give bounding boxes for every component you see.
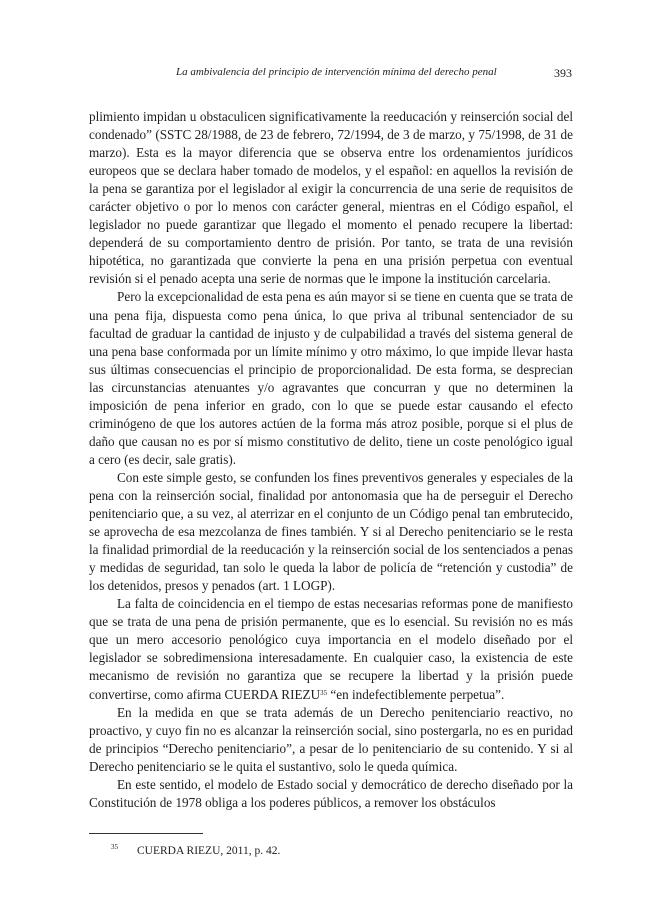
page-number: 393 bbox=[554, 66, 572, 80]
page-header bbox=[0, 66, 650, 84]
paragraph-text: “en indefectiblemente perpetua”. bbox=[327, 686, 505, 702]
footnote-number: 35 bbox=[111, 843, 118, 851]
footnote-reference[interactable]: 35 bbox=[320, 688, 328, 697]
paragraph: plimiento impidan u obstaculicen significativamente la reeducación y reinserción social del condenado” (SSTC 28/1988, de 23 de febrero, 72/1994, de 3 de marzo, y 75/1998, de 31 de marzo). Esta es la mayor diferencia que se observa entre los ordenamientos jurídicos europeos que se declara haber tomado de modelos, y el español: en aquellos la revisión de la pena se garantiza por el legislador al exigir la concurrencia de una serie de requisitos de carácter objetivo o por lo menos con carácter general, mientras en el Código español, el legislador no puede garantizar que llegado el momento el penado recupere la libertad: dependerá de su comportamiento dentro de prisión. Por tanto, se trata de una revisión hipotética, no garantizada que convierte la pena en una prisión perpetua con eventual revisión si el penado acepta una serie de normas que le impone la institución carcelaria. bbox=[89, 109, 573, 287]
footnote-text: CUERDA RIEZU, 2011, p. 42. bbox=[137, 845, 281, 857]
running-title: La ambivalencia del principio de intervención mínima del derecho penal bbox=[176, 66, 497, 78]
footnote-divider bbox=[89, 833, 203, 834]
paragraph: Pero la excepcionalidad de esta pena es aún mayor si se tiene en cuenta que se trata de una pena fija, dispuesta como pena única, lo que priva al tribunal sentenciador de su facultad de graduar la cantidad de injusto y de culpabilidad a través del sistema general de una pena base conformada por un límite mínimo y otro máximo, lo que impide llevar hasta sus últimas consecuencias el principio de proporcionalidad. De esta forma, se desprecian las circunstancias atenuantes y/o agravantes que concurran y que no determinen la imposición de pena inferior en grado, con lo que se puede estar causando el efecto criminógeno de que los autores actúen de la forma más atroz posible, porque si el plus de daño que causan no es por sí mismo constitutivo de delito, tiene un coste penológico igual a cero (es decir, sale gratis). bbox=[89, 289, 573, 467]
paragraph: En este sentido, el modelo de Estado social y democrático de derecho diseñado por la Constitución de 1978 obliga a los poderes públicos, a remover los obstáculos bbox=[89, 776, 573, 810]
paragraph bbox=[89, 595, 573, 703]
paragraph-text: La falta de coincidencia en el tiempo de estas necesarias reformas pone de manifiesto que se trata de una pena de prisión permanente, que es lo esencial. Su revisión no es más que un mero accesorio penológico cuya importancia en el modelo diseñado por el legislador se sobredimensiona interesadamente. En cualquier caso, la existencia de este mecanismo de revisión no garantiza que se recupere la libertad y la prisión puede convertirse, como afirma CUERDA RIEZU bbox=[89, 596, 573, 702]
paragraph: Con este simple gesto, se confunden los fines preventivos generales y especiales de la pena con la reinserción social, finalidad por antonomasia que ha de perseguir el Derecho penitenciario que, a su vez, al aterrizar en el conjunto de un Código penal tan embrutecido, se aprovecha de esa mezcolanza de fines también. Y si al Derecho penitenciario se le resta la finalidad primordial de la reeducación y la reinserción social de los sentenciados a penas y medidas de seguridad, tan solo le queda la labor de policía de “retención y custodia” de los detenidos, presos y penados (art. 1 LOGP). bbox=[89, 469, 573, 594]
body-text bbox=[89, 108, 573, 812]
paragraph: En la medida en que se trata además de un Derecho penitenciario reactivo, no proactivo, y cuyo fin no es alcanzar la reinserción social, sino postergarla, no es en puridad de principios “Derecho penitenciario”, a pesar de lo penitenciario de su contenido. Y si al Derecho penitenciario se le quita el sustantivo, solo le queda química. bbox=[89, 704, 573, 774]
